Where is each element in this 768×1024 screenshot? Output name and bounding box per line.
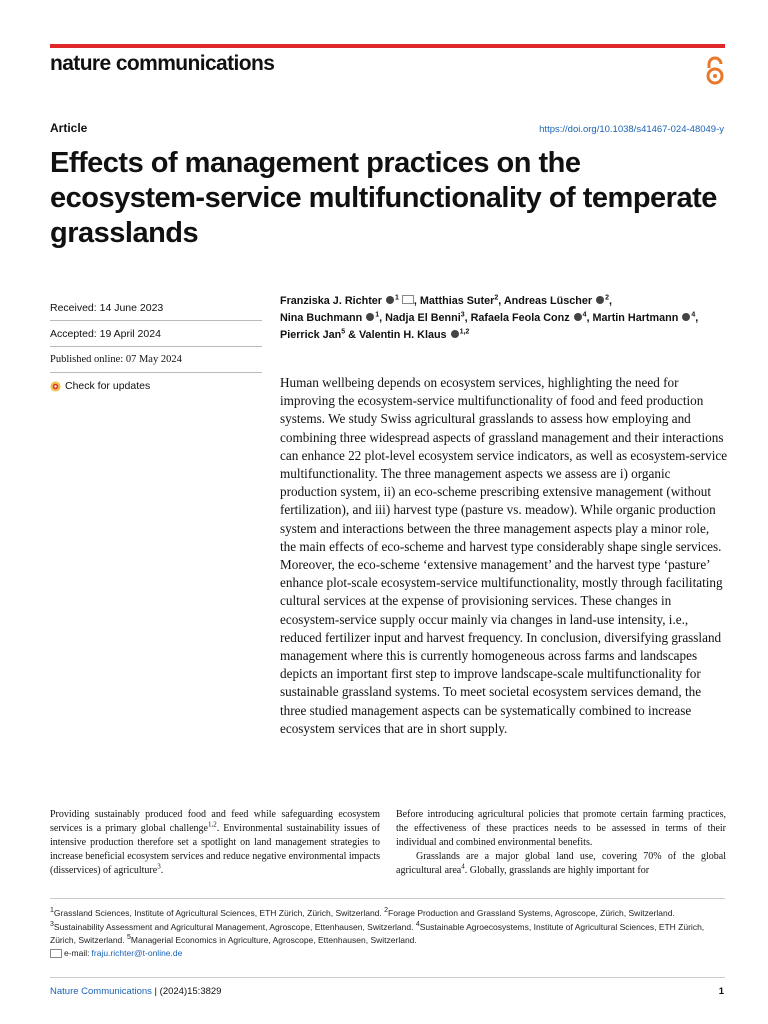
email-icon [50, 949, 62, 958]
intro-text: Grasslands are a major global land use, covering 70% of the global agricultural area [396, 850, 726, 876]
affiliation: Sustainability Assessment and Agricultural Management, Agroscope, Ettenhausen, Switzerland. [53, 921, 416, 932]
affil-number: 3 [50, 920, 54, 928]
author[interactable]: Valentin H. Klaus [358, 329, 447, 341]
affiliation: Grassland Sciences, Institute of Agricultural Sciences, ETH Zürich, Zürich, Switzerland. [53, 908, 385, 918]
affil-ref: 5 [341, 328, 346, 336]
header-accent-bar [50, 44, 725, 48]
affil-ref: 1 [395, 294, 399, 302]
affiliation: Sustainable Agroecosystems, Institute of Agricultural Sciences, ETH Zürich, Zürich, Switzerland. [50, 921, 705, 946]
open-access-icon[interactable] [702, 56, 728, 86]
footer-volume: | (2024)15:3829 [151, 986, 222, 997]
author[interactable]: Martin Hartmann [592, 312, 679, 324]
citation-ref[interactable]: 4 [461, 862, 465, 871]
corresponding-email [50, 948, 182, 958]
affil-ref: 2 [605, 294, 609, 302]
orcid-icon[interactable] [451, 330, 459, 338]
article-title: Effects of management practices on the ecosystem-service multifunctionality of temperate grasslands [50, 147, 717, 249]
received-date: Received: 14 June 2023 [50, 295, 262, 321]
author-list: Franziska J. Richter $^1$ , Matthias Suter$^2$, Andreas Lüscher $^2$, Nina Buchmann $^1$, Nadja El Benni$^3$, Rafaela Feola Conz $^4$, Martin Hartmann $^4$, Pierrick Jan$^5$ & Valentin H. Klaus $^{1,2}$ [280, 294, 699, 341]
abstract: Human wellbeing depends on ecosystem services, highlighting the need for improving the ecosystem-service multifunctionality of food and feed production systems. We study Swiss agricultural grasslands to assess how employing and combining three widespread aspects of grassland management and their interactions can enhance 22 plot-level ecosystem service indicators, as well as ecosystem-service multifunctionality. The three management aspects we assess are i) organic production system, ii) an eco-scheme prescribing extensive management (without fertilization), and iii) harvest type (pasture vs. meadow). While organic production system and interactions between the three management aspects play a minor role, the main effects of eco-scheme and harvest type considerably shape single services. Moreover, the eco-scheme ‘extensive management’ and the harvest type ‘pasture’ enhance plot-scale ecosystem-service multifunctionality, mostly through facilitating cultural services at the expense of provisioning services. These changes in ecosystem-service supply occur mainly via changes in land-use intensity, i.e., reduced fertilizer input and harvest frequency. In conclusion, diversifying grassland management where this is currently homogeneous across farms and landscapes depicts an important first step to improve landscape-scale multifunctionality for sustainable grassland systems. To meet societal ecosystem services demand, the three studied management aspects can be systematically combined to increase ecosystem services that are in short supply. [280, 375, 728, 736]
intro-paragraph [396, 850, 726, 878]
orcid-icon[interactable] [574, 313, 582, 321]
affil-number: 4 [415, 920, 420, 928]
intro-column-1 [50, 808, 380, 878]
check-updates-label: Check for updates [65, 380, 151, 392]
affil-ref: 1 [375, 311, 380, 319]
author[interactable]: Matthias Suter [419, 295, 495, 307]
intro-text: . Environmental sustainability issues of intensive production therefore set a spotlight on land management strategies to increase beneficial ecosystem services and reduce negative environmental impacts (disservices) of agriculture [50, 822, 381, 876]
intro-paragraph: Before introducing agricultural policies that promote certain farming practices, the effectiveness of these practices needs to be assessed in terms of their individual and combined environmental benefits. [396, 809, 726, 848]
affiliation-divider [50, 898, 725, 899]
affil-ref: 3 [460, 311, 465, 319]
intro-text: . Globally, grasslands are highly important for [464, 864, 650, 876]
author[interactable]: Pierrick Jan [280, 329, 342, 341]
affiliation: Forage Production and Grassland Systems, Agroscope, Zürich, Switzerland. [388, 908, 675, 918]
author-ampersand: & [348, 329, 356, 341]
footer-journal-link[interactable]: Nature Communications [50, 986, 152, 997]
affiliations [50, 907, 730, 948]
affil-number: 2 [384, 907, 389, 915]
author[interactable]: Franziska J. Richter [280, 295, 383, 307]
email-label: e-mail: [64, 948, 90, 958]
intro-column-2 [396, 808, 726, 878]
doi-link[interactable]: https://doi.org/10.1038/s41467-024-48049-y [539, 124, 724, 135]
affil-ref: 4 [582, 311, 587, 319]
orcid-icon[interactable] [682, 313, 690, 321]
article-type-label: Article [50, 121, 88, 135]
published-date: Published online: 07 May 2024 [50, 347, 262, 373]
orcid-icon[interactable] [386, 296, 394, 304]
author[interactable]: Rafaela Feola Conz [470, 312, 570, 324]
affil-ref: 1,2 [459, 328, 470, 336]
email-link[interactable]: fraju.richter@t-online.de [91, 948, 183, 958]
page-number: 1 [718, 986, 724, 997]
footer-citation [50, 986, 221, 997]
orcid-icon[interactable] [366, 313, 374, 321]
orcid-icon[interactable] [596, 296, 604, 304]
citation-ref[interactable]: 3 [157, 862, 161, 871]
email-icon[interactable] [402, 295, 414, 304]
intro-text: Providing sustainably produced food and feed while safeguarding ecosystem services is a primary global challenge [50, 809, 380, 834]
author[interactable]: Andreas Lüscher [503, 295, 593, 307]
affil-ref: 2 [494, 294, 499, 302]
journal-name[interactable]: nature communications [50, 52, 275, 75]
check-updates-icon [50, 381, 61, 392]
affil-number: 1 [50, 907, 54, 915]
author[interactable]: Nina Buchmann [280, 312, 363, 324]
accepted-date: Accepted: 19 April 2024 [50, 321, 262, 347]
affiliation: Managerial Economics in Agriculture, Agroscope, Ettenhausen, Switzerland. [130, 935, 417, 946]
affil-number: 5 [127, 934, 131, 942]
citation-ref[interactable]: 1,2 [208, 820, 217, 829]
affil-ref: 4 [691, 311, 696, 319]
footer-divider [50, 977, 725, 978]
author[interactable]: Nadja El Benni [385, 312, 461, 324]
article-dates [50, 295, 262, 399]
intro-text: . [160, 864, 164, 876]
check-updates-button[interactable] [50, 373, 262, 399]
